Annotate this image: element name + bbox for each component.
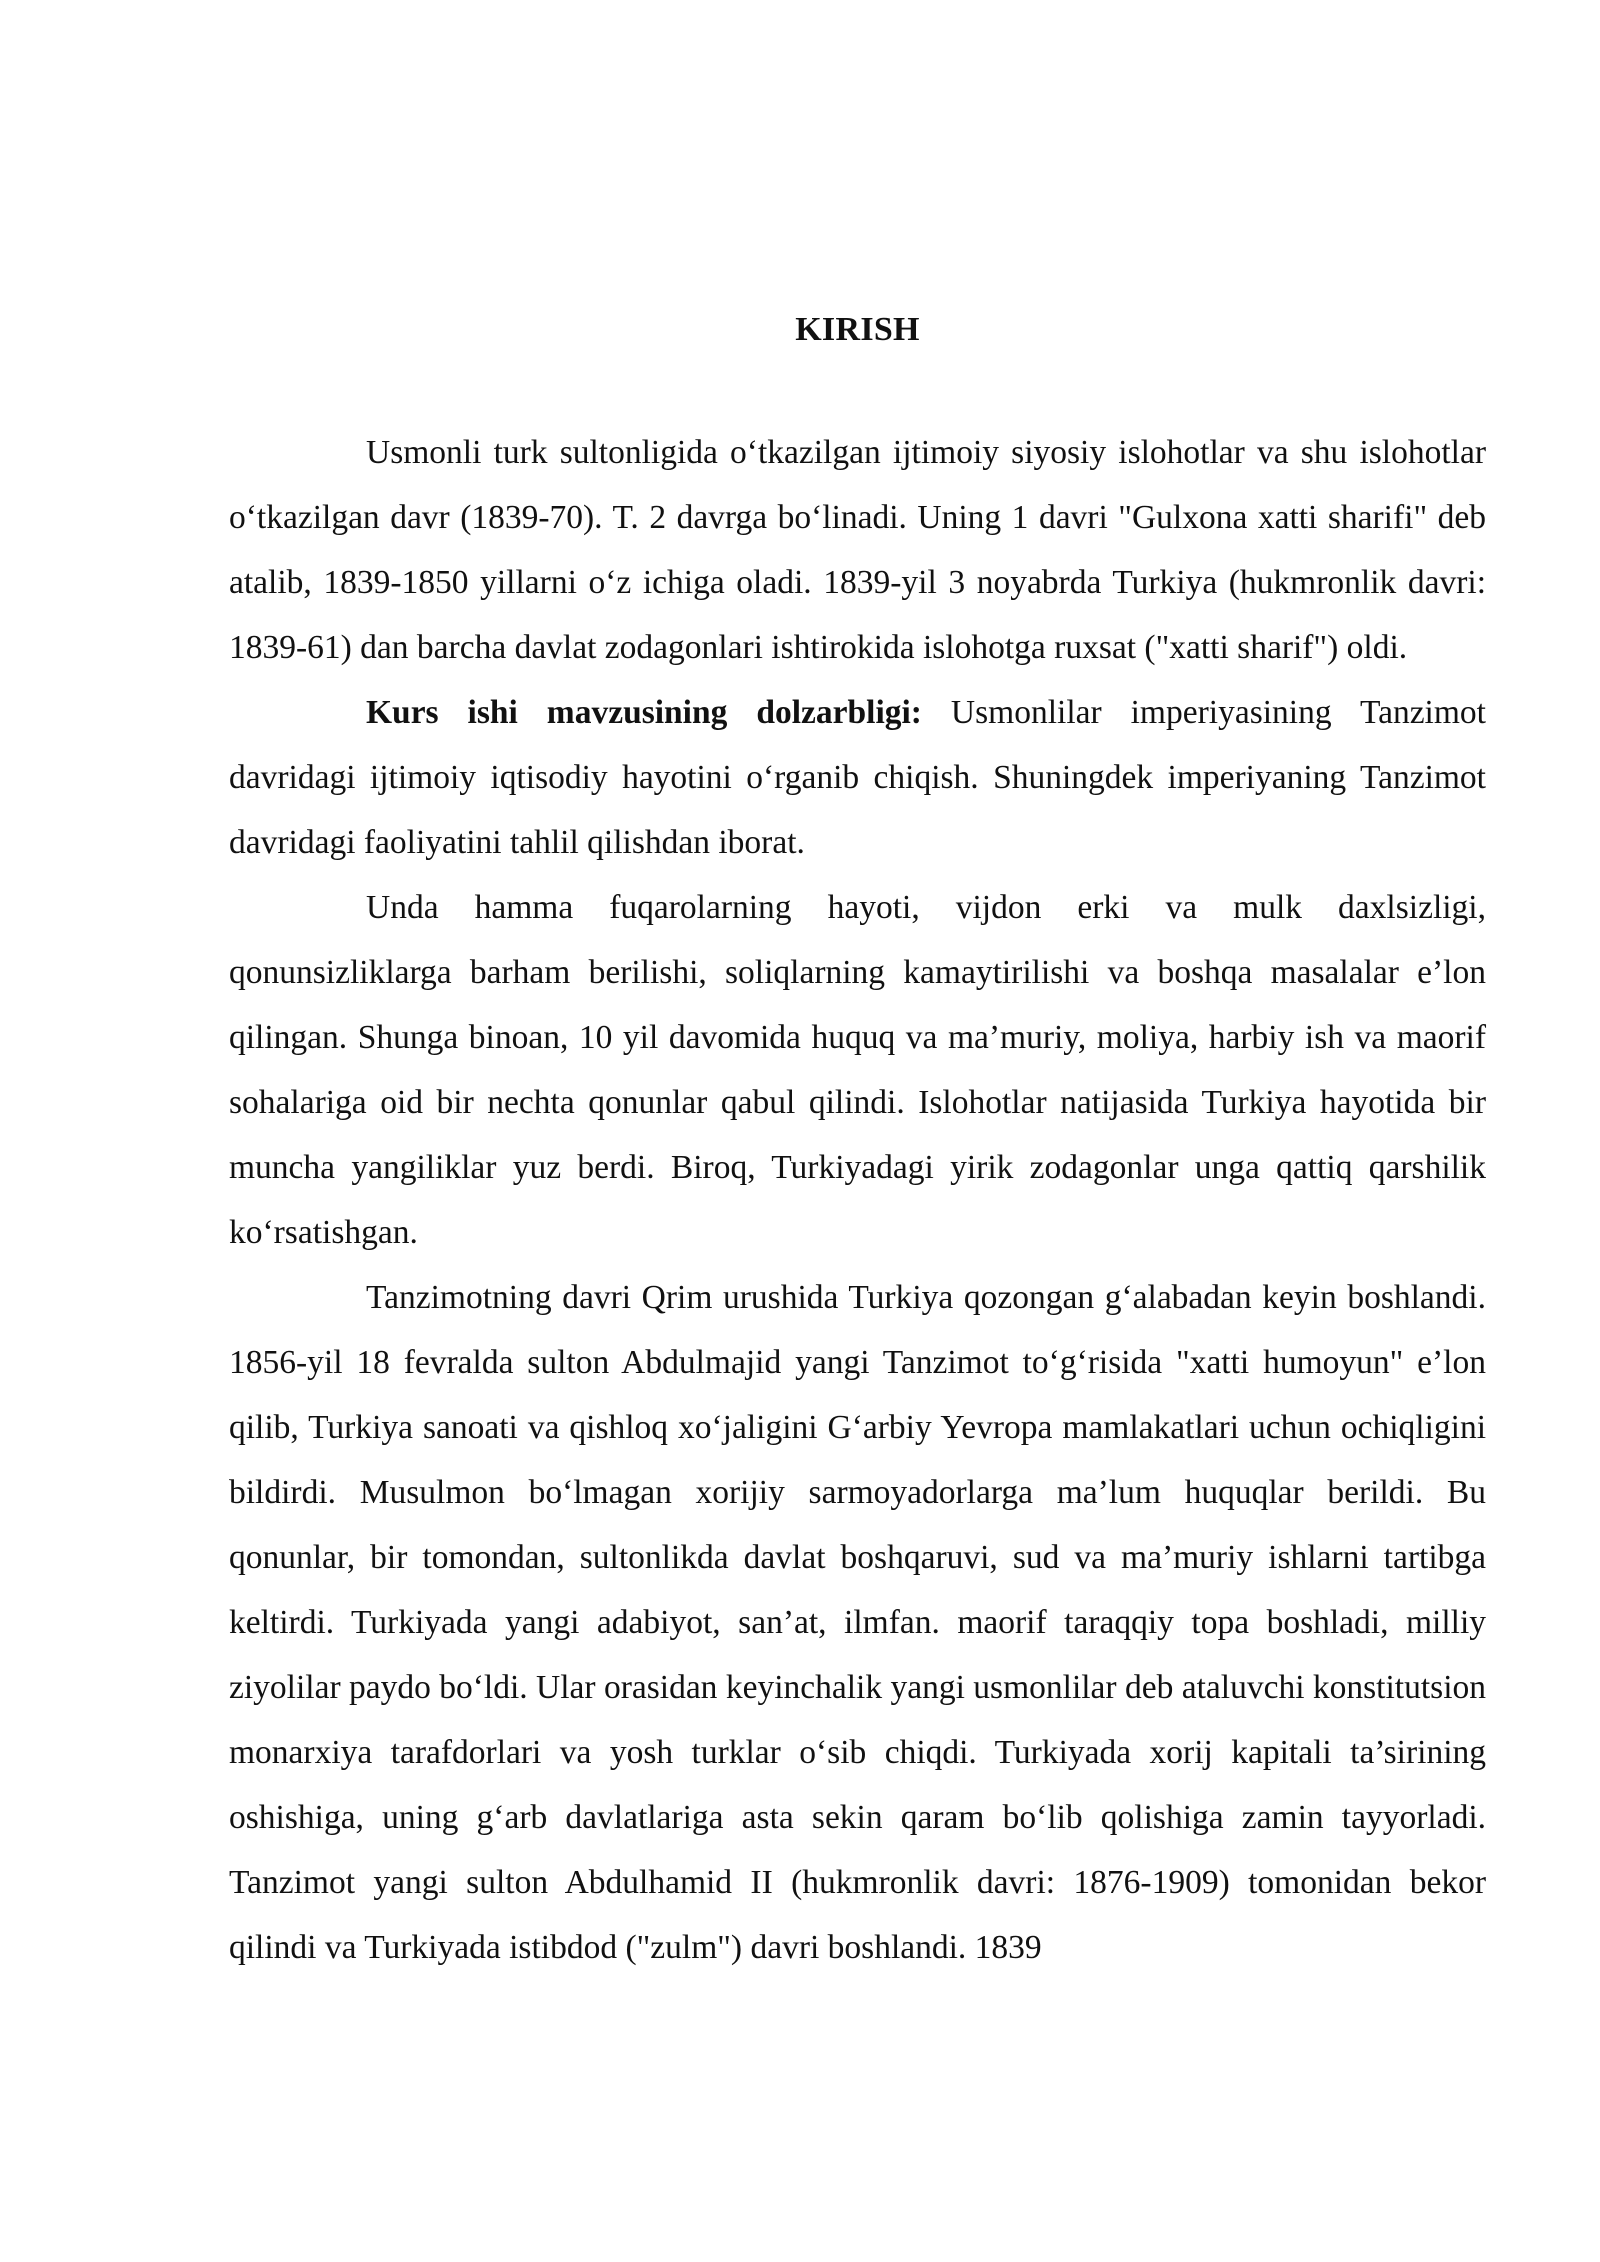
- paragraph-tanzimat: [229, 1265, 1486, 1980]
- page-title: KIRISH: [795, 311, 920, 348]
- paragraph-relevance: [229, 680, 1486, 875]
- document-body: [229, 300, 1486, 1980]
- paragraph-intro: [229, 420, 1486, 680]
- paragraph-reforms-text: Unda hamma fuqarolarning hayoti, vijdon erki va mulk daxlsizligi, qonunsizliklarga barham berilishi, soliqlarning kamaytirilishi va boshqa masalalar e’lon qilingan. Shunga binoan, 10 yil davomida huquq va ma’muriy, moliya, harbiy ish va maorif sohalariga oid bir nechta qonunlar qabul qilindi. Islohotlar natijasida Turkiya hayotida bir muncha yangiliklar yuz berdi. Biroq, Turkiyadagi yirik zodagonlar unga qattiq qarshilik koʻrsatishgan.: [229, 889, 1486, 1251]
- relevance-heading: Kurs ishi mavzusining dolzarbligi:: [366, 694, 922, 731]
- paragraph-intro-text: Usmonli turk sultonligida oʻtkazilgan ijtimoiy siyosiy islohotlar va shu islohotlar oʻtkazilgan davr (1839-70). T. 2 davrga boʻlinadi. Uning 1 davri "Gulxona xatti sharifi" deb atalib, 1839-1850 yillarni oʻz ichiga oladi. 1839-yil 3 noyabrda Turkiya (hukmronlik davri: 1839-61) dan barcha davlat zodagonlari ishtirokida islohotga ruxsat ("xatti sharif") oldi.: [229, 434, 1486, 666]
- paragraph-tanzimat-text: Tanzimotning davri Qrim urushida Turkiya qozongan gʻalabadan keyin boshlandi. 1856-yil 18 fevralda sulton Abdulmajid yangi Tanzimot toʻgʻrisida "xatti humoyun" e’lon qilib, Turkiya sanoati va qishloq xoʻjaligini Gʻarbiy Yevropa mamlakatlari uchun ochiqligini bildirdi. Musulmon boʻlmagan xorijiy sarmoyadorlarga ma’lum huquqlar berildi. Bu qonunlar, bir tomondan, sultonlikda davlat boshqaruvi, sud va ma’muriy ishlarni tartibga keltirdi. Turkiyada yangi adabiyot, san’at, ilmfan. maorif taraqqiy topa boshladi, milliy ziyolilar paydo boʻldi. Ular orasidan keyinchalik yangi usmonlilar deb ataluvchi konstitutsion monarxiya tarafdorlari va yosh turklar oʻsib chiqdi. Turkiyada xorij kapitali ta’sirining oshishiga, uning gʻarb davlatlariga asta sekin qaram boʻlib qolishiga zamin tayyorladi. Tanzimot yangi sulton Abdulhamid II (hukmronlik davri: 1876-1909) tomonidan bekor qilindi va Turkiyada istibdod ("zulm") davri boshlandi. 1839: [229, 1279, 1486, 1966]
- paragraph-reforms: [229, 875, 1486, 1265]
- paragraph-relevance-text: Usmonlilar imperiyasining Tanzimot davridagi ijtimoiy iqtisodiy hayotini oʻrganib chiqish. Shuningdek imperiyaning Tanzimot davridagi faoliyatini tahlil qilishdan iborat.: [229, 694, 1486, 861]
